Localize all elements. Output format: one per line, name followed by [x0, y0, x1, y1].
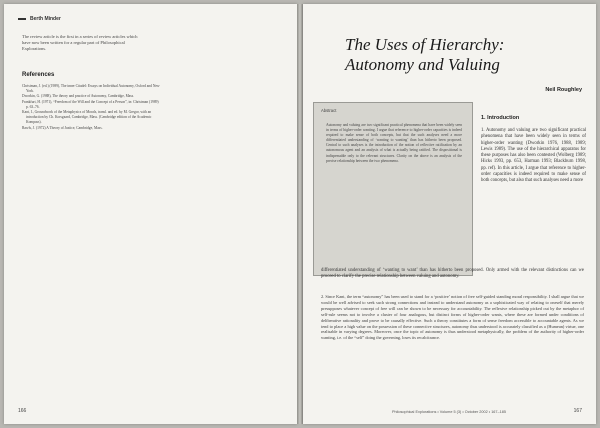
reference-item: Frankfurt, H. (1971), “Freedom of the Will and the Concept of a Person”, in: Christman (1989) p. 63–76.	[22, 99, 159, 109]
references-heading: References	[22, 72, 55, 78]
running-head	[18, 16, 61, 22]
page-number-right: 167	[573, 408, 582, 414]
author-name: Neil Roughley	[545, 87, 582, 93]
left-page	[4, 4, 297, 424]
body-paragraph: 2. Since Kant, the term “autonomy” has been used to stand for a ‘positive’ notion of free self-guided standing moral responsibility. I shall argue that we would be well advised to seek such strong connections and instead to understand autonomy as a sophisticated way of relating to oneself that merely presupposes whatever concept of free will can be shown to be necessary for accountability. The reflexive relationship picked out by the metaphor of self-rule seems not to involve a cluster of four analogous, but distinct forms of higher-order wants, where these are formed under conditions of deliberative rationality and prove to be causally effective. Such a theory constitutes a form of sense freedom accessible to accountable agents. As we tend to place a high value on the possession of these connective structures, autonomy thus understood is accurately classified as a (Humean) virtue, one realisable in varying degrees. Moreover, once the topic of autonomy is thus understood metaphysically, the problem of the authority of higher-order wanting, i.e. of the “self” doing the governing, loses its recalcitrance.	[321, 294, 584, 341]
title-line-2: Autonomy and Valuing	[345, 55, 500, 74]
references-list	[22, 84, 160, 131]
journal-footer: Philosophical Explorations • Volume 5 (3) • October 2002 • 167–185	[392, 410, 506, 414]
title-line-1: The Uses of Hierarchy:	[345, 35, 505, 54]
intro-note: The review article is the first in a series of review articles which have now been written for a regular part of Philosophical Explorations.	[22, 34, 138, 51]
reference-item: Christman, J. (ed.) (1989), The inner Citadel: Essays on Individual Autonomy, Oxford and New York.	[22, 84, 160, 93]
abstract-text: Autonomy and valuing are two significant practical phenomena that have been widely seen in terms of higher-order wanting. I argue that reference to higher-order capacities is indeed required to make sense of both concepts, but that the such analyses need a more differentiated understanding of ‘wanting to wanting’ than has hitherto been proposed. Central to such analyses is the introduction of the notion of reflective ratification by an autonomous agent and an analysis of what is actually being ratified. The dispositional is indispensable only to the relevant structures. Clarity on the above is an analysis of the precise relationship between the two phenomena.	[326, 123, 462, 163]
section-heading: 1. Introduction	[481, 115, 520, 121]
abstract-box	[313, 102, 473, 276]
abstract-label: Abstract	[321, 108, 337, 113]
running-head-text: Berth Minder	[30, 16, 61, 22]
reference-item: Rawls, J. (1972) A Theory of Justice, Cambridge, Mass.	[22, 125, 103, 130]
article-title	[345, 35, 585, 75]
page-number-left: 166	[18, 408, 27, 414]
reference-item: Dworkin, G. (1988), The theory and practice of Autonomy, Cambridge, Mass.	[22, 94, 135, 99]
intro-continuation: differentiated understanding of ‘wanting to want’ than has hitherto been proposed. Only armed with the relevant distinctions can we proceed to clarify the precise relationship between valuing and autonomy.	[321, 268, 584, 280]
intro-paragraph: 1. Autonomy and valuing are two significant practical phenomena that have been widely seen in terms of higher-order wanting (Dworkin 1976, 1988, 1989; Lewis 1989). The use of the hierarchical apparatus for these purposes has also been contested (Wolberg 1989; Hicks 1993, pp. 653, Harman 1993; Blackburn 1998, pp. ref). In this article, I argue that reference to higher-order capacities is indeed required to make sense of both concepts, but also that such analyses need a more	[481, 128, 586, 184]
right-page	[303, 4, 596, 424]
running-head-rule	[18, 18, 26, 20]
reference-item: Kant, I., Groundwork of the Metaphysics of Morals, transl. and ed. by M. Gregor, with an introduction by Ch. Korsgaard, Cambridge, Mass. (Cambridge edition of the Academic Kompass).	[22, 110, 152, 125]
